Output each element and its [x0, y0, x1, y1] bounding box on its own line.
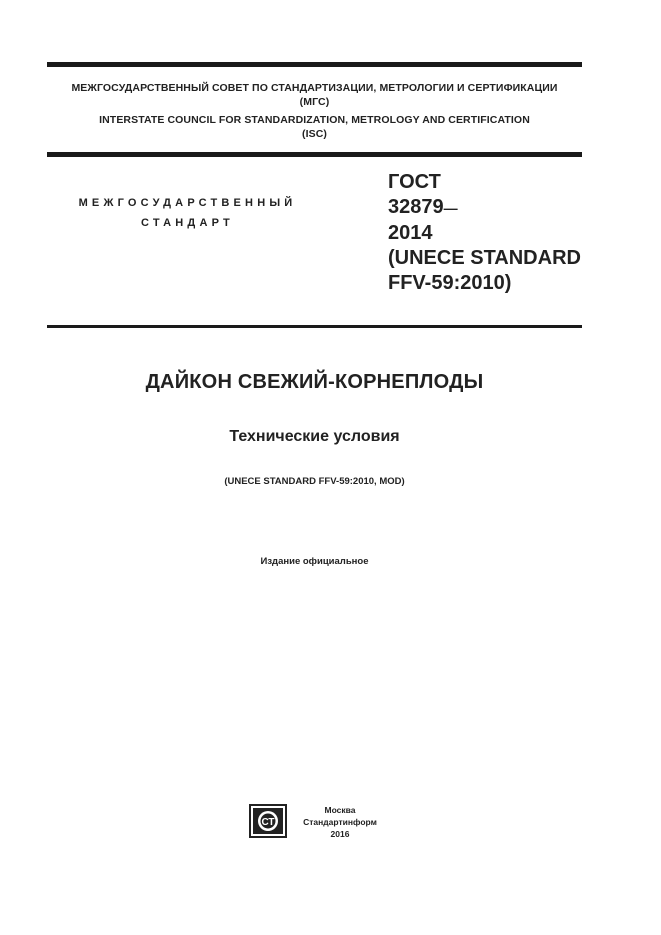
imprint-year: 2016 — [330, 829, 350, 839]
gost-number-line — [388, 195, 581, 221]
interstate-standard-label — [50, 193, 325, 233]
top-rule — [47, 62, 582, 67]
modification-note: (UNECE STANDARD FFV-59:2010, MOD) — [224, 476, 405, 487]
middle-rule — [47, 152, 582, 157]
imprint-city: Москва — [324, 805, 356, 815]
gost-dash: — — [443, 200, 458, 216]
gost-label: ГОСТ — [388, 171, 441, 193]
council-en-abbr: (ISC) — [302, 128, 327, 140]
council-ru-block — [47, 81, 582, 109]
gost-designation — [388, 170, 581, 296]
svg-text:СТ: СТ — [261, 817, 275, 828]
interstate-line-1: МЕЖГОСУДАРСТВЕННЫЙ — [78, 197, 297, 209]
gost-year: 2014 — [388, 222, 433, 244]
document-title: ДАЙКОН СВЕЖИЙ-КОРНЕПЛОДЫ — [145, 371, 484, 393]
imprint-publisher: Стандартинформ — [303, 817, 377, 827]
council-en-block — [47, 113, 582, 141]
council-ru-name: МЕЖГОСУДАРСТВЕННЫЙ СОВЕТ ПО СТАНДАРТИЗАЦИИ, МЕТРОЛОГИИ И СЕРТИФИКАЦИИ — [71, 82, 558, 94]
interstate-line-2: СТАНДАРТ — [141, 217, 234, 229]
standartinform-logo-icon — [249, 804, 287, 838]
gost-number: 32879 — [388, 196, 444, 218]
imprint-block — [292, 804, 388, 840]
document-subtitle: Технические условия — [229, 428, 400, 445]
unece-line-2: FFV-59:2010) — [388, 272, 512, 294]
bottom-rule — [47, 325, 582, 328]
council-en-name: INTERSTATE COUNCIL FOR STANDARDIZATION, METROLOGY AND CERTIFICATION — [99, 114, 530, 126]
unece-line-1: (UNECE STANDARD — [388, 247, 581, 269]
edition-note: Издание официальное — [260, 556, 369, 567]
council-ru-abbr: (МГС) — [299, 96, 330, 108]
